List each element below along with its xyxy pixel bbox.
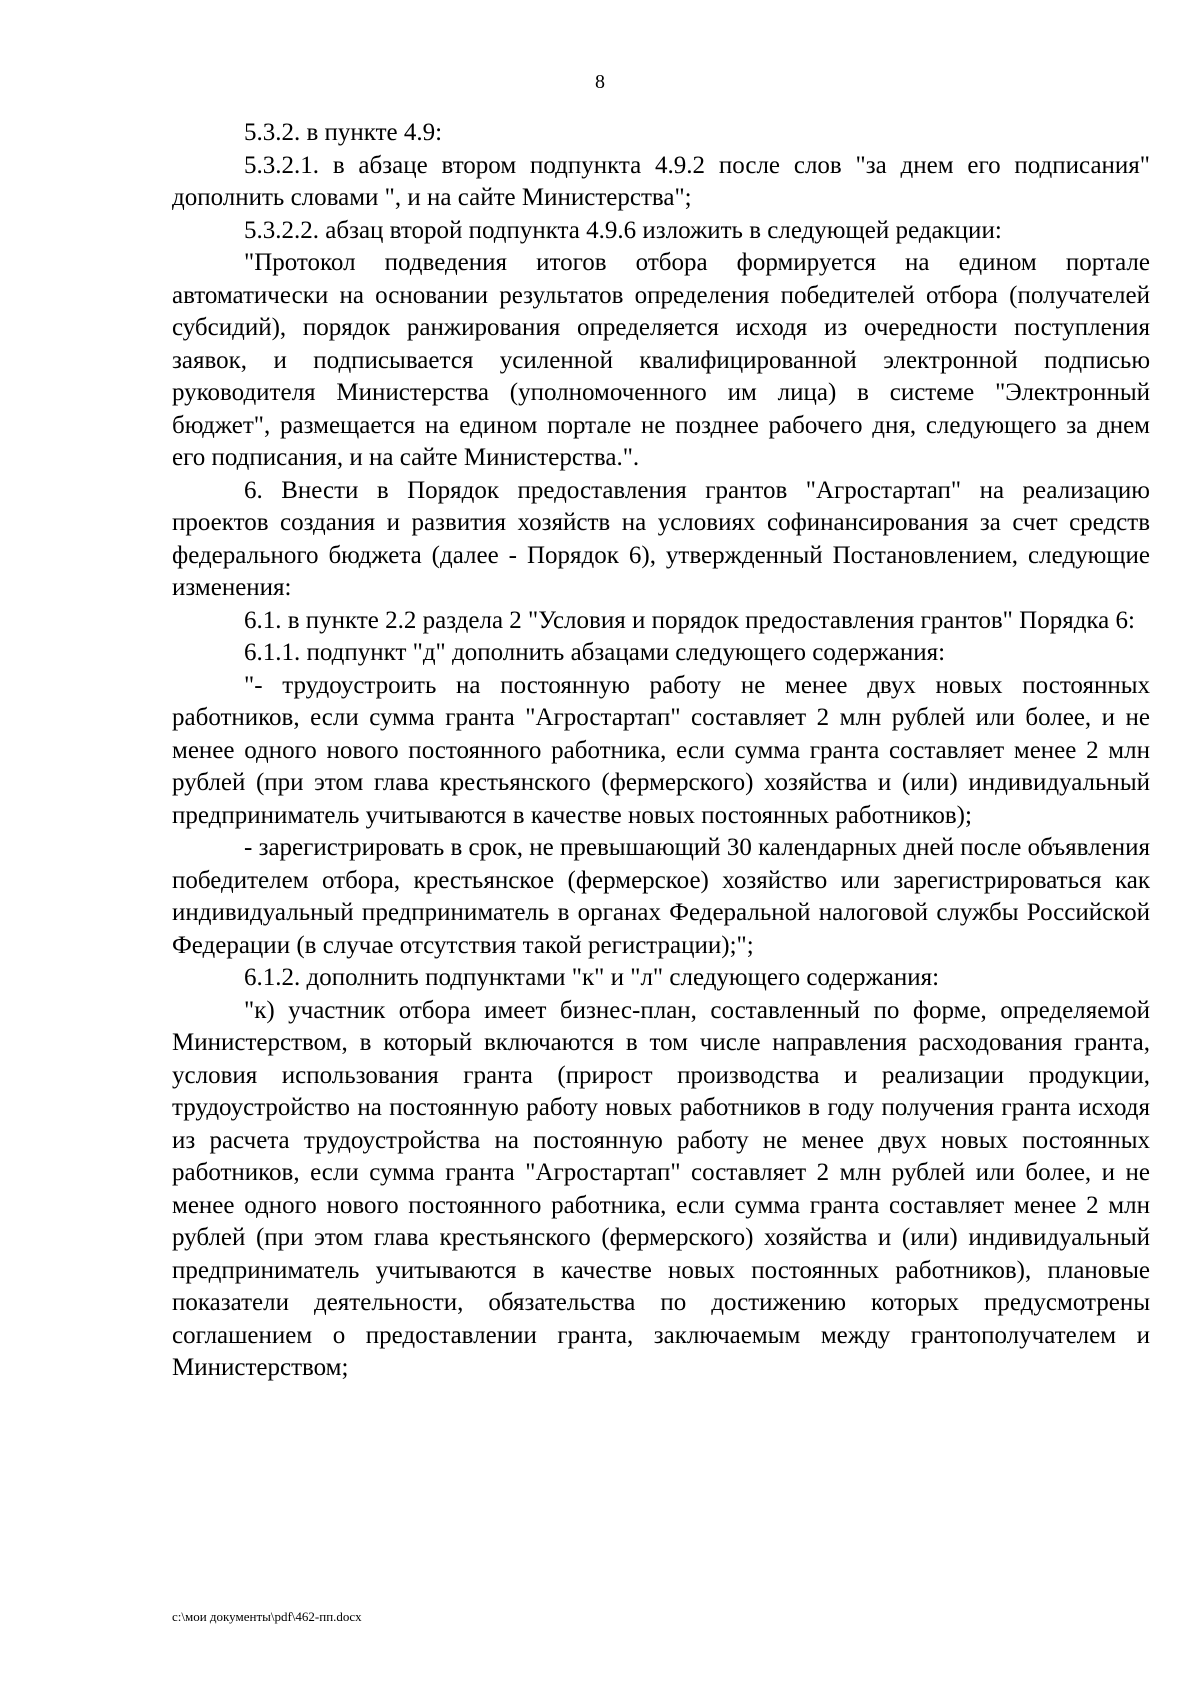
paragraph-6-1-1: 6.1.1. подпункт "д" дополнить абзацами следующего содержания: <box>244 639 946 666</box>
paragraph-subitem-k: "к) участник отбора имеет бизнес-план, составленный по форме, определяемой Министерством, в который включаются в том числе направления расходования гранта, условия использования гранта (прирост производства и реализации продукции, трудоустройство на постоянную работу новых работников в году получения гранта исходя из расчета трудоустройства на постоянную работу не менее двух новых постоянных работников, если сумма гранта "Агростартап" составляет 2 млн рублей или более, и не менее одного нового постоянного работника, если сумма гранта составляет менее 2 млн рублей (при этом глава крестьянского (фермерского) хозяйства и (или) индивидуальный предприниматель учитываются в качестве новых постоянных работников), плановые показатели деятельности, обязательства по достижению которых предусмотрены соглашением о предоставлении гранта, заключаемым между грантополучателем и Министерством; <box>172 996 1150 1381</box>
paragraph-6: 6. Внести в Порядок предоставления грантов "Агростартап" на реализацию проектов создания и развития хозяйств на условиях софинансирования за счет средств федерального бюджета (далее - Порядок 6), утвержденный Постановлением, следующие изменения: <box>172 476 1150 601</box>
footer-file-path: c:\мои документы\pdf\462-пп.docx <box>172 1609 362 1624</box>
paragraph-employment-clause: "- трудоустроить на постоянную работу не менее двух новых постоянных работников, если сумма гранта "Агростартап" составляет 2 млн рублей или более, и не менее одного нового постоянного работника, если сумма гранта составляет менее 2 млн рублей (при этом глава крестьянского (фермерского) хозяйства и (или) индивидуальный предприниматель учитываются в качестве новых постоянных работников); <box>172 671 1150 829</box>
paragraph-registration-clause: - зарегистрировать в срок, не превышающий 30 календарных дней после объявления победителем отбора, крестьянское (фермерское) хозяйство или зарегистрироваться как индивидуальный предприниматель в органах Федеральной налоговой службы Российской Федерации (в случае отсутствия такой регистрации);"; <box>172 834 1150 959</box>
document-body <box>172 117 1150 1385</box>
paragraph-protocol-quote: "Протокол подведения итогов отбора формируется на едином портале автоматически на основании результатов определения победителей отбора (получателей субсидий), порядок ранжирования определяется исходя из очередности поступления заявок, и подписывается усиленной квалифицированной электронной подписью руководителя Министерства (уполномоченного им лица) в системе "Электронный бюджет", размещается на едином портале не позднее рабочего дня, следующего за днем его подписания, и на сайте Министерства.". <box>172 249 1150 471</box>
paragraph-5-3-2-1: 5.3.2.1. в абзаце втором подпункта 4.9.2 после слов "за днем его подписания" дополнить словами ", и на сайте Министерства"; <box>172 151 1150 211</box>
paragraph-6-1-2: 6.1.2. дополнить подпунктами "к" и "л" следующего содержания: <box>244 964 940 991</box>
paragraph-5-3-2: 5.3.2. в пункте 4.9: <box>244 119 443 146</box>
paragraph-6-1: 6.1. в пункте 2.2 раздела 2 "Условия и порядок предоставления грантов" Порядка 6: <box>244 606 1135 634</box>
paragraph-5-3-2-2: 5.3.2.2. абзац второй подпункта 4.9.6 изложить в следующей редакции: <box>244 216 1002 244</box>
page-number: 8 <box>595 71 605 93</box>
